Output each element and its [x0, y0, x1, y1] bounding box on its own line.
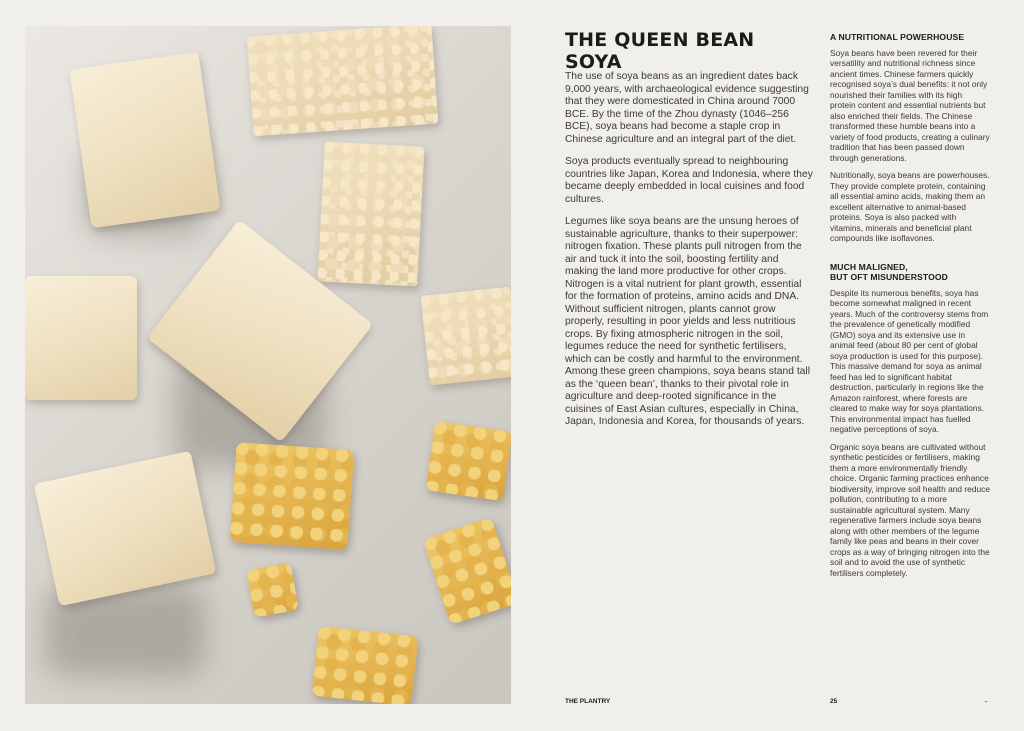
- section-heading: [830, 262, 990, 283]
- sidebar-paragraph: Soya beans have been revered for their versatility and nutritional richness since ancient times. Chinese farmers quickly recognised soya’s dual benefits: it not only nourished their families with its high protein content and essential nutrients but also enriched their fields. The Chinese transformed these humble beans into a variety of food products, creating a culinary tradition that has been passed down through generations.: [830, 47, 990, 163]
- yellow-tofu-chunk: [312, 626, 419, 704]
- page-number: 25: [830, 698, 838, 705]
- yellow-tofu-chunk: [230, 442, 355, 550]
- yellow-tofu-chunk: [246, 562, 299, 617]
- article-paragraph: Legumes like soya beans are the unsung heroes of sustainable agriculture, thanks to their superpower: nitrogen fixation. These plants pull nitrogen from the air and tuck it into the soil, boosting fertility and making the land more productive for other crops. Nitrogen is a vital nutrient for plant growth, essential for the formation of proteins, amino acids and DNA. Without sufficient nitrogen, plants cannot grow properly, resulting in poor yields and less nutritious crops. By fixing atmospheric nitrogen in the soil, legumes reduce the need for synthetic fertilisers, which can be costly and harmful to the environment. Among these green champions, soya beans stand tall as the ‘queen bean’, thanks to their pivotal role in agriculture and deep-rooted significance in the cuisines of East Asian cultures, especially in China, Japan, Indonesia and Korea, for thousands of years.: [565, 216, 810, 427]
- article-main-column: [565, 71, 813, 439]
- silken-tofu-block: [69, 52, 220, 229]
- article-side-column: [830, 32, 990, 585]
- pressed-tofu-block: [421, 287, 511, 386]
- article-paragraph: Soya products eventually spread to neighbouring countries like Japan, Korea and Indonesia, where they became deeply embedded in local cuisines and food cultures.: [565, 156, 813, 205]
- pressed-tofu-block: [317, 141, 424, 286]
- section-heading-line: BUT OFT MISUNDERSTOOD: [830, 272, 948, 282]
- article-paragraph: The use of soya beans as an ingredient dates back 9,000 years, with archaeological evidence suggesting that they were domesticated in China around 7000 BCE. By the time of the Zhou dynasty (1046–256 BCE), soya beans had become a staple crop in Chinese agriculture and an integral part of the diet.: [565, 71, 809, 145]
- article-title: THE QUEEN BEAN SOYA: [565, 29, 755, 73]
- sidebar-paragraph: Organic soya beans are cultivated without synthetic pesticides or fertilisers, making them a more environmentally friendly choice. Organic farming practices enhance biodiversity, improve soil health and reduce pollution, contributing to a more sustainable agricultural system. Many regenerative farmers include soya beans along with other members of the legume family like peas and beans in their cover crops as a way of bringing nitrogen into the soil and to avoid the use of synthetic fertilisers completely.: [830, 441, 990, 578]
- sidebar-paragraph: Despite its numerous benefits, soya has become somewhat maligned in recent years. Much of the controversy stems from the prevalence of genetically modified (GMO) soya and its extensive use in animal feed (about 80 per cent of global soya production is used for this purpose). This massive demand for soya as animal feed has led to significant habitat destruction, particularly in regions like the Amazon rainforest, where forests are cleared to make way for soya plantations. This environmental impact has fuelled negative perceptions of soya.: [830, 287, 989, 434]
- silken-tofu-block: [34, 451, 216, 607]
- pressed-tofu-block: [247, 26, 439, 136]
- running-footer-title: THE PLANTRY: [565, 698, 611, 705]
- sidebar-paragraph: Nutritionally, soya beans are powerhouses. They provide complete protein, containing all essential amino acids, making them an excellent alternative to animal-based proteins. Soya is also packed with vitamins, minerals and beneficial plant compounds like isoflavones.: [830, 170, 990, 243]
- tofu-photo: [25, 26, 511, 704]
- section-heading-line: MUCH MALIGNED,: [830, 261, 908, 272]
- next-page-arrow-icon: →: [982, 698, 989, 705]
- silken-tofu-block: [25, 276, 137, 400]
- yellow-tofu-chunk: [426, 421, 511, 501]
- section-heading: A NUTRITIONAL POWERHOUSE: [830, 32, 965, 42]
- yellow-tofu-chunk: [423, 517, 511, 625]
